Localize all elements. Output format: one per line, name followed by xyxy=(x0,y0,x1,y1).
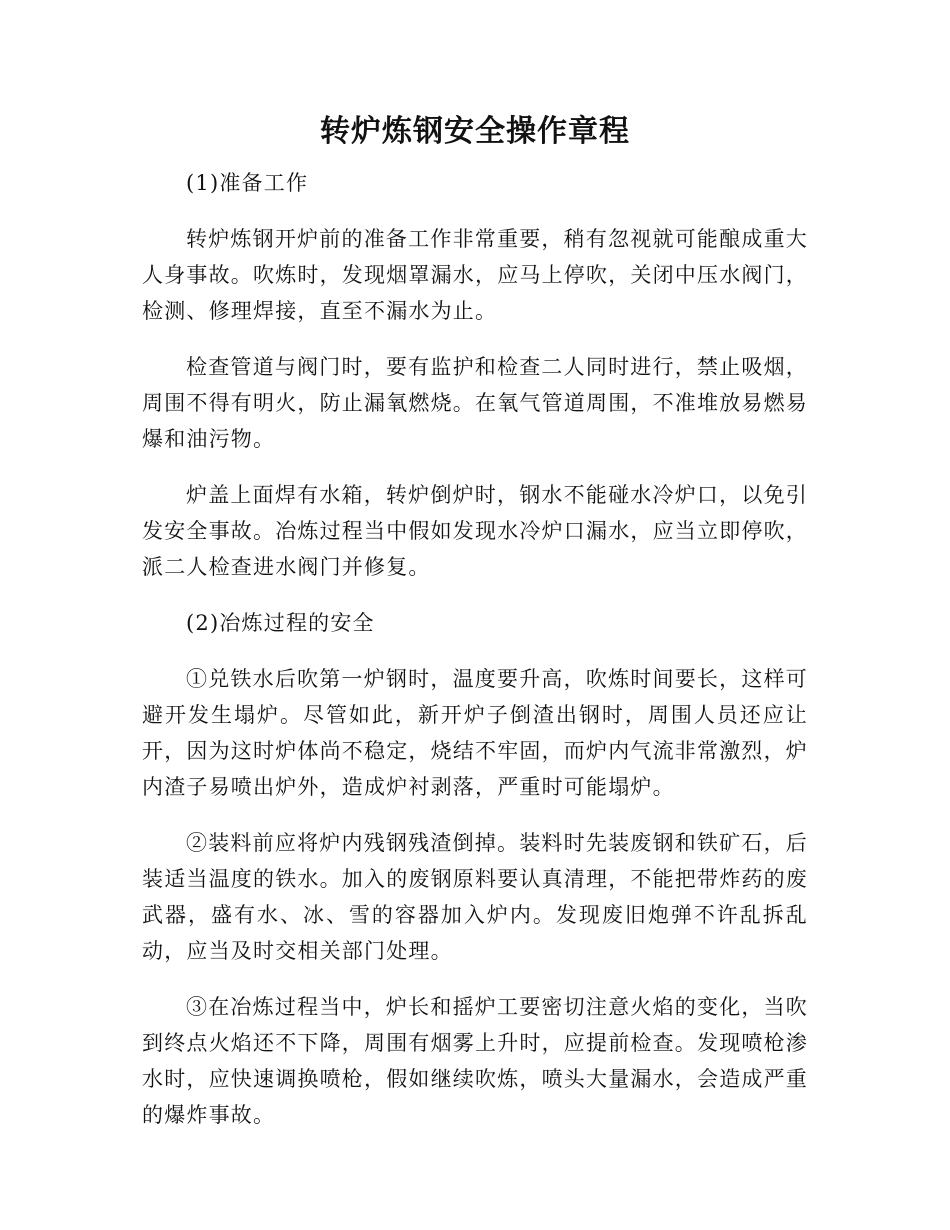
paragraph: ①兑铁水后吹第一炉钢时，温度要升高，吹炼时间要长，这样可避开发生塌炉。尽管如此，新开炉子倒渣出钢时，周围人员还应让开，因为这时炉体尚不稳定，烧结不牢固，而炉内气流非常激烈，炉内渣子易喷出炉外，造成炉衬剥落，严重时可能塌炉。 xyxy=(142,667,808,799)
section-heading-smelting-safety: (2)冶炼过程的安全 xyxy=(186,611,375,635)
paragraph: 炉盖上面焊有水箱，转炉倒炉时，钢水不能碰水冷炉口，以免引发安全事故。冶炼过程当中假如发现水冷炉口漏水，应当立即停吹，派二人检查进水阀门并修复。 xyxy=(142,483,808,579)
paragraph: ②装料前应将炉内残钢残渣倒掉。装料时先装废钢和铁矿石，后装适当温度的铁水。加入的废钢原料要认真清理，不能把带炸药的废武器，盛有水、冰、雪的容器加入炉内。发现废旧炮弹不许乱拆乱动，应当及时交相关部门处理。 xyxy=(142,831,808,963)
paragraph: 转炉炼钢开炉前的准备工作非常重要，稍有忽视就可能酿成重大人身事故。吹炼时，发现烟罩漏水，应马上停吹，关闭中压水阀门，检测、修理焊接，直至不漏水为止。 xyxy=(142,227,808,323)
paragraph: ③在冶炼过程当中，炉长和摇炉工要密切注意火焰的变化，当吹到终点火焰还不下降，周围有烟雾上升时，应提前检查。发现喷枪渗水时，应快速调换喷枪，假如继续吹炼，喷头大量漏水，会造成严重的爆炸事故。 xyxy=(142,995,808,1127)
page-title: 转炉炼钢安全操作章程 xyxy=(320,114,630,149)
document-body xyxy=(142,165,808,1153)
paragraph: 检查管道与阀门时，要有监护和检查二人同时进行，禁止吸烟，周围不得有明火，防止漏氧燃烧。在氧气管道周围，不准堆放易燃易爆和油污物。 xyxy=(142,355,808,451)
section-heading-preparation: (1)准备工作 xyxy=(186,171,309,195)
